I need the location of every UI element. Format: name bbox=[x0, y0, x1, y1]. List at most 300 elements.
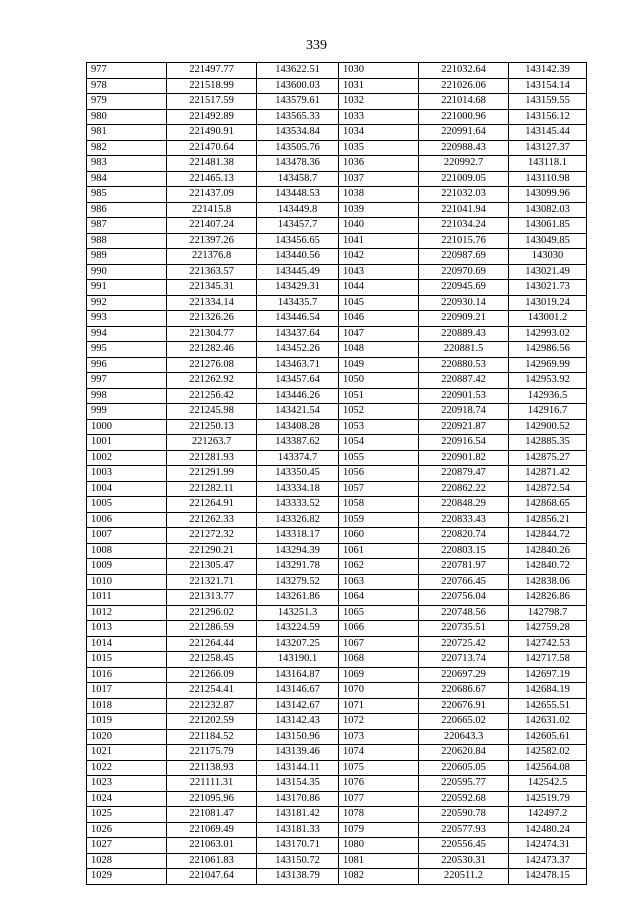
point-number-cell: 1055 bbox=[339, 450, 419, 466]
x-coordinate-cell: 221032.03 bbox=[419, 187, 509, 203]
table-row bbox=[87, 311, 587, 327]
point-number-cell: 1041 bbox=[339, 233, 419, 249]
x-coordinate-cell: 221334.14 bbox=[167, 295, 257, 311]
table-row bbox=[87, 621, 587, 637]
y-coordinate-cell: 143326.82 bbox=[257, 512, 339, 528]
point-number-cell: 987 bbox=[87, 218, 167, 234]
point-number-cell: 1023 bbox=[87, 776, 167, 792]
x-coordinate-cell: 221250.13 bbox=[167, 419, 257, 435]
point-number-cell: 1004 bbox=[87, 481, 167, 497]
x-coordinate-cell: 221026.06 bbox=[419, 78, 509, 94]
y-coordinate-cell: 142478.15 bbox=[509, 869, 587, 885]
x-coordinate-cell: 220901.82 bbox=[419, 450, 509, 466]
y-coordinate-cell: 142473.37 bbox=[509, 853, 587, 869]
point-number-cell: 1034 bbox=[339, 125, 419, 141]
y-coordinate-cell: 143164.87 bbox=[257, 667, 339, 683]
point-number-cell: 999 bbox=[87, 404, 167, 420]
point-number-cell: 1072 bbox=[339, 714, 419, 730]
x-coordinate-cell: 220833.43 bbox=[419, 512, 509, 528]
y-coordinate-cell: 142759.28 bbox=[509, 621, 587, 637]
y-coordinate-cell: 142542.5 bbox=[509, 776, 587, 792]
point-number-cell: 977 bbox=[87, 63, 167, 79]
point-number-cell: 1028 bbox=[87, 853, 167, 869]
y-coordinate-cell: 143061.85 bbox=[509, 218, 587, 234]
y-coordinate-cell: 143318.17 bbox=[257, 528, 339, 544]
point-number-cell: 1019 bbox=[87, 714, 167, 730]
y-coordinate-cell: 142697.19 bbox=[509, 667, 587, 683]
page-number: 339 bbox=[306, 38, 327, 53]
y-coordinate-cell: 142936.5 bbox=[509, 388, 587, 404]
y-coordinate-cell: 142519.79 bbox=[509, 791, 587, 807]
y-coordinate-cell: 143374.7 bbox=[257, 450, 339, 466]
x-coordinate-cell: 220991.64 bbox=[419, 125, 509, 141]
x-coordinate-cell: 220879.47 bbox=[419, 466, 509, 482]
x-coordinate-cell: 221313.77 bbox=[167, 590, 257, 606]
point-number-cell: 990 bbox=[87, 264, 167, 280]
x-coordinate-cell: 221470.64 bbox=[167, 140, 257, 156]
y-coordinate-cell: 143446.26 bbox=[257, 388, 339, 404]
y-coordinate-cell: 143021.73 bbox=[509, 280, 587, 296]
x-coordinate-cell: 221258.45 bbox=[167, 652, 257, 668]
x-coordinate-cell: 220590.78 bbox=[419, 807, 509, 823]
x-coordinate-cell: 220735.51 bbox=[419, 621, 509, 637]
x-coordinate-cell: 221069.49 bbox=[167, 822, 257, 838]
x-coordinate-cell: 220921.87 bbox=[419, 419, 509, 435]
x-coordinate-cell: 221481.38 bbox=[167, 156, 257, 172]
y-coordinate-cell: 143154.35 bbox=[257, 776, 339, 792]
x-coordinate-cell: 220930.14 bbox=[419, 295, 509, 311]
table-row bbox=[87, 807, 587, 823]
x-coordinate-cell: 220889.43 bbox=[419, 326, 509, 342]
y-coordinate-cell: 143146.67 bbox=[257, 683, 339, 699]
x-coordinate-cell: 221184.52 bbox=[167, 729, 257, 745]
point-number-cell: 1037 bbox=[339, 171, 419, 187]
y-coordinate-cell: 142916.7 bbox=[509, 404, 587, 420]
table-row bbox=[87, 419, 587, 435]
point-number-cell: 1006 bbox=[87, 512, 167, 528]
point-number-cell: 1016 bbox=[87, 667, 167, 683]
x-coordinate-cell: 221304.77 bbox=[167, 326, 257, 342]
table-row bbox=[87, 838, 587, 854]
x-coordinate-cell: 220862.22 bbox=[419, 481, 509, 497]
x-coordinate-cell: 221321.71 bbox=[167, 574, 257, 590]
x-coordinate-cell: 221326.26 bbox=[167, 311, 257, 327]
point-number-cell: 1014 bbox=[87, 636, 167, 652]
y-coordinate-cell: 143110.98 bbox=[509, 171, 587, 187]
point-number-cell: 1029 bbox=[87, 869, 167, 885]
y-coordinate-cell: 143181.33 bbox=[257, 822, 339, 838]
x-coordinate-cell: 221415.8 bbox=[167, 202, 257, 218]
y-coordinate-cell: 143448.53 bbox=[257, 187, 339, 203]
point-number-cell: 988 bbox=[87, 233, 167, 249]
y-coordinate-cell: 142840.72 bbox=[509, 559, 587, 575]
y-coordinate-cell: 143138.79 bbox=[257, 869, 339, 885]
point-number-cell: 1002 bbox=[87, 450, 167, 466]
x-coordinate-cell: 220530.31 bbox=[419, 853, 509, 869]
table-row bbox=[87, 481, 587, 497]
x-coordinate-cell: 220748.56 bbox=[419, 605, 509, 621]
y-coordinate-cell: 143145.44 bbox=[509, 125, 587, 141]
point-number-cell: 1048 bbox=[339, 342, 419, 358]
y-coordinate-cell: 142844.72 bbox=[509, 528, 587, 544]
x-coordinate-cell: 221490.91 bbox=[167, 125, 257, 141]
point-number-cell: 1012 bbox=[87, 605, 167, 621]
x-coordinate-cell: 221263.7 bbox=[167, 435, 257, 451]
table-row bbox=[87, 202, 587, 218]
x-coordinate-cell: 220511.2 bbox=[419, 869, 509, 885]
x-coordinate-cell: 220697.29 bbox=[419, 667, 509, 683]
x-coordinate-cell: 220605.05 bbox=[419, 760, 509, 776]
table-row bbox=[87, 543, 587, 559]
x-coordinate-cell: 221497.77 bbox=[167, 63, 257, 79]
point-number-cell: 1057 bbox=[339, 481, 419, 497]
x-coordinate-cell: 221305.47 bbox=[167, 559, 257, 575]
x-coordinate-cell: 221290.21 bbox=[167, 543, 257, 559]
point-number-cell: 1031 bbox=[339, 78, 419, 94]
y-coordinate-cell: 142605.61 bbox=[509, 729, 587, 745]
point-number-cell: 1036 bbox=[339, 156, 419, 172]
point-number-cell: 997 bbox=[87, 373, 167, 389]
y-coordinate-cell: 142868.65 bbox=[509, 497, 587, 513]
point-number-cell: 995 bbox=[87, 342, 167, 358]
y-coordinate-cell: 143082.03 bbox=[509, 202, 587, 218]
y-coordinate-cell: 143190.1 bbox=[257, 652, 339, 668]
table-row bbox=[87, 590, 587, 606]
point-number-cell: 1020 bbox=[87, 729, 167, 745]
table-row bbox=[87, 714, 587, 730]
y-coordinate-cell: 142875.27 bbox=[509, 450, 587, 466]
y-coordinate-cell: 143118.1 bbox=[509, 156, 587, 172]
table-row bbox=[87, 404, 587, 420]
point-number-cell: 1078 bbox=[339, 807, 419, 823]
y-coordinate-cell: 142840.26 bbox=[509, 543, 587, 559]
x-coordinate-cell: 221111.31 bbox=[167, 776, 257, 792]
y-coordinate-cell: 142497.2 bbox=[509, 807, 587, 823]
point-number-cell: 994 bbox=[87, 326, 167, 342]
x-coordinate-cell: 220676.91 bbox=[419, 698, 509, 714]
y-coordinate-cell: 142838.06 bbox=[509, 574, 587, 590]
point-number-cell: 1027 bbox=[87, 838, 167, 854]
table-row bbox=[87, 853, 587, 869]
y-coordinate-cell: 143001.2 bbox=[509, 311, 587, 327]
y-coordinate-cell: 143099.96 bbox=[509, 187, 587, 203]
point-number-cell: 1067 bbox=[339, 636, 419, 652]
y-coordinate-cell: 143021.49 bbox=[509, 264, 587, 280]
x-coordinate-cell: 220620.84 bbox=[419, 745, 509, 761]
point-number-cell: 1052 bbox=[339, 404, 419, 420]
table-row bbox=[87, 171, 587, 187]
point-number-cell: 1025 bbox=[87, 807, 167, 823]
y-coordinate-cell: 143579.61 bbox=[257, 94, 339, 110]
y-coordinate-cell: 143534.84 bbox=[257, 125, 339, 141]
point-number-cell: 1054 bbox=[339, 435, 419, 451]
table-row bbox=[87, 435, 587, 451]
table-row bbox=[87, 373, 587, 389]
point-number-cell: 1039 bbox=[339, 202, 419, 218]
y-coordinate-cell: 143440.56 bbox=[257, 249, 339, 265]
x-coordinate-cell: 220592.68 bbox=[419, 791, 509, 807]
x-coordinate-cell: 221061.83 bbox=[167, 853, 257, 869]
table-row bbox=[87, 466, 587, 482]
point-number-cell: 1000 bbox=[87, 419, 167, 435]
y-coordinate-cell: 143463.71 bbox=[257, 357, 339, 373]
table-row bbox=[87, 249, 587, 265]
table-row bbox=[87, 776, 587, 792]
table-row bbox=[87, 729, 587, 745]
x-coordinate-cell: 221266.09 bbox=[167, 667, 257, 683]
y-coordinate-cell: 142631.02 bbox=[509, 714, 587, 730]
y-coordinate-cell: 143207.25 bbox=[257, 636, 339, 652]
y-coordinate-cell: 142742.53 bbox=[509, 636, 587, 652]
y-coordinate-cell: 143291.78 bbox=[257, 559, 339, 575]
point-number-cell: 1076 bbox=[339, 776, 419, 792]
point-number-cell: 989 bbox=[87, 249, 167, 265]
point-number-cell: 1030 bbox=[339, 63, 419, 79]
y-coordinate-cell: 143251.3 bbox=[257, 605, 339, 621]
y-coordinate-cell: 143437.64 bbox=[257, 326, 339, 342]
x-coordinate-cell: 221465.13 bbox=[167, 171, 257, 187]
x-coordinate-cell: 221518.99 bbox=[167, 78, 257, 94]
point-number-cell: 979 bbox=[87, 94, 167, 110]
x-coordinate-cell: 221281.93 bbox=[167, 450, 257, 466]
point-number-cell: 1050 bbox=[339, 373, 419, 389]
table-row bbox=[87, 140, 587, 156]
point-number-cell: 1008 bbox=[87, 543, 167, 559]
y-coordinate-cell: 143144.11 bbox=[257, 760, 339, 776]
point-number-cell: 1010 bbox=[87, 574, 167, 590]
x-coordinate-cell: 220970.69 bbox=[419, 264, 509, 280]
table-row bbox=[87, 63, 587, 79]
y-coordinate-cell: 143142.39 bbox=[509, 63, 587, 79]
point-number-cell: 1009 bbox=[87, 559, 167, 575]
y-coordinate-cell: 143387.62 bbox=[257, 435, 339, 451]
x-coordinate-cell: 221517.59 bbox=[167, 94, 257, 110]
x-coordinate-cell: 221296.02 bbox=[167, 605, 257, 621]
table-row bbox=[87, 156, 587, 172]
point-number-cell: 1040 bbox=[339, 218, 419, 234]
table-row bbox=[87, 760, 587, 776]
y-coordinate-cell: 143181.42 bbox=[257, 807, 339, 823]
point-number-cell: 1015 bbox=[87, 652, 167, 668]
table-row bbox=[87, 94, 587, 110]
table-row bbox=[87, 574, 587, 590]
point-number-cell: 996 bbox=[87, 357, 167, 373]
table-row bbox=[87, 388, 587, 404]
point-number-cell: 986 bbox=[87, 202, 167, 218]
point-number-cell: 1065 bbox=[339, 605, 419, 621]
x-coordinate-cell: 220988.43 bbox=[419, 140, 509, 156]
y-coordinate-cell: 143127.37 bbox=[509, 140, 587, 156]
x-coordinate-cell: 220725.42 bbox=[419, 636, 509, 652]
point-number-cell: 992 bbox=[87, 295, 167, 311]
x-coordinate-cell: 221492.89 bbox=[167, 109, 257, 125]
x-coordinate-cell: 220766.45 bbox=[419, 574, 509, 590]
point-number-cell: 1018 bbox=[87, 698, 167, 714]
y-coordinate-cell: 143565.33 bbox=[257, 109, 339, 125]
x-coordinate-cell: 221014.68 bbox=[419, 94, 509, 110]
y-coordinate-cell: 143156.12 bbox=[509, 109, 587, 125]
point-number-cell: 1042 bbox=[339, 249, 419, 265]
y-coordinate-cell: 143456.65 bbox=[257, 233, 339, 249]
x-coordinate-cell: 220686.67 bbox=[419, 683, 509, 699]
y-coordinate-cell: 143139.46 bbox=[257, 745, 339, 761]
point-number-cell: 1068 bbox=[339, 652, 419, 668]
x-coordinate-cell: 220880.53 bbox=[419, 357, 509, 373]
point-number-cell: 1044 bbox=[339, 280, 419, 296]
y-coordinate-cell: 142826.86 bbox=[509, 590, 587, 606]
x-coordinate-cell: 220887.42 bbox=[419, 373, 509, 389]
y-coordinate-cell: 143170.86 bbox=[257, 791, 339, 807]
y-coordinate-cell: 143505.76 bbox=[257, 140, 339, 156]
x-coordinate-cell: 221276.08 bbox=[167, 357, 257, 373]
y-coordinate-cell: 143159.55 bbox=[509, 94, 587, 110]
point-number-cell: 982 bbox=[87, 140, 167, 156]
table-row bbox=[87, 295, 587, 311]
y-coordinate-cell: 143408.28 bbox=[257, 419, 339, 435]
point-number-cell: 1043 bbox=[339, 264, 419, 280]
point-number-cell: 1064 bbox=[339, 590, 419, 606]
point-number-cell: 1022 bbox=[87, 760, 167, 776]
coordinates-table-body bbox=[87, 63, 587, 885]
table-row bbox=[87, 218, 587, 234]
point-number-cell: 1011 bbox=[87, 590, 167, 606]
point-number-cell: 1013 bbox=[87, 621, 167, 637]
x-coordinate-cell: 221272.32 bbox=[167, 528, 257, 544]
point-number-cell: 991 bbox=[87, 280, 167, 296]
table-row bbox=[87, 326, 587, 342]
y-coordinate-cell: 143446.54 bbox=[257, 311, 339, 327]
point-number-cell: 1021 bbox=[87, 745, 167, 761]
table-row bbox=[87, 233, 587, 249]
x-coordinate-cell: 221138.93 bbox=[167, 760, 257, 776]
x-coordinate-cell: 221047.64 bbox=[167, 869, 257, 885]
y-coordinate-cell: 143350.45 bbox=[257, 466, 339, 482]
y-coordinate-cell: 142480.24 bbox=[509, 822, 587, 838]
x-coordinate-cell: 221041.94 bbox=[419, 202, 509, 218]
x-coordinate-cell: 221015.76 bbox=[419, 233, 509, 249]
y-coordinate-cell: 143458.7 bbox=[257, 171, 339, 187]
x-coordinate-cell: 221363.57 bbox=[167, 264, 257, 280]
y-coordinate-cell: 142953.92 bbox=[509, 373, 587, 389]
y-coordinate-cell: 143452.26 bbox=[257, 342, 339, 358]
x-coordinate-cell: 221175.79 bbox=[167, 745, 257, 761]
table-row bbox=[87, 683, 587, 699]
point-number-cell: 1051 bbox=[339, 388, 419, 404]
point-number-cell: 993 bbox=[87, 311, 167, 327]
point-number-cell: 1071 bbox=[339, 698, 419, 714]
x-coordinate-cell: 220756.04 bbox=[419, 590, 509, 606]
y-coordinate-cell: 142684.19 bbox=[509, 683, 587, 699]
table-row bbox=[87, 125, 587, 141]
x-coordinate-cell: 220848.29 bbox=[419, 497, 509, 513]
point-number-cell: 1001 bbox=[87, 435, 167, 451]
y-coordinate-cell: 143435.7 bbox=[257, 295, 339, 311]
x-coordinate-cell: 220987.69 bbox=[419, 249, 509, 265]
point-number-cell: 1069 bbox=[339, 667, 419, 683]
point-number-cell: 1056 bbox=[339, 466, 419, 482]
point-number-cell: 1007 bbox=[87, 528, 167, 544]
y-coordinate-cell: 143457.64 bbox=[257, 373, 339, 389]
x-coordinate-cell: 221264.44 bbox=[167, 636, 257, 652]
table-row bbox=[87, 78, 587, 94]
point-number-cell: 1026 bbox=[87, 822, 167, 838]
point-number-cell: 1079 bbox=[339, 822, 419, 838]
table-row bbox=[87, 528, 587, 544]
x-coordinate-cell: 221291.99 bbox=[167, 466, 257, 482]
y-coordinate-cell: 143150.72 bbox=[257, 853, 339, 869]
x-coordinate-cell: 221254.41 bbox=[167, 683, 257, 699]
x-coordinate-cell: 221000.96 bbox=[419, 109, 509, 125]
y-coordinate-cell: 142717.58 bbox=[509, 652, 587, 668]
x-coordinate-cell: 221032.64 bbox=[419, 63, 509, 79]
table-row bbox=[87, 791, 587, 807]
point-number-cell: 1062 bbox=[339, 559, 419, 575]
table-row bbox=[87, 187, 587, 203]
point-number-cell: 1063 bbox=[339, 574, 419, 590]
y-coordinate-cell: 143154.14 bbox=[509, 78, 587, 94]
x-coordinate-cell: 221262.92 bbox=[167, 373, 257, 389]
x-coordinate-cell: 221256.42 bbox=[167, 388, 257, 404]
point-number-cell: 1053 bbox=[339, 419, 419, 435]
y-coordinate-cell: 143261.86 bbox=[257, 590, 339, 606]
point-number-cell: 1077 bbox=[339, 791, 419, 807]
y-coordinate-cell: 143421.54 bbox=[257, 404, 339, 420]
x-coordinate-cell: 220901.53 bbox=[419, 388, 509, 404]
x-coordinate-cell: 221232.87 bbox=[167, 698, 257, 714]
point-number-cell: 1080 bbox=[339, 838, 419, 854]
y-coordinate-cell: 143170.71 bbox=[257, 838, 339, 854]
x-coordinate-cell: 221063.01 bbox=[167, 838, 257, 854]
x-coordinate-cell: 221202.59 bbox=[167, 714, 257, 730]
y-coordinate-cell: 143279.52 bbox=[257, 574, 339, 590]
point-number-cell: 984 bbox=[87, 171, 167, 187]
x-coordinate-cell: 220918.74 bbox=[419, 404, 509, 420]
point-number-cell: 1061 bbox=[339, 543, 419, 559]
point-number-cell: 1035 bbox=[339, 140, 419, 156]
y-coordinate-cell: 142582.02 bbox=[509, 745, 587, 761]
y-coordinate-cell: 143142.43 bbox=[257, 714, 339, 730]
y-coordinate-cell: 143294.39 bbox=[257, 543, 339, 559]
point-number-cell: 1047 bbox=[339, 326, 419, 342]
x-coordinate-cell: 220881.5 bbox=[419, 342, 509, 358]
x-coordinate-cell: 220945.69 bbox=[419, 280, 509, 296]
point-number-cell: 1059 bbox=[339, 512, 419, 528]
point-number-cell: 1060 bbox=[339, 528, 419, 544]
point-number-cell: 1003 bbox=[87, 466, 167, 482]
y-coordinate-cell: 142474.31 bbox=[509, 838, 587, 854]
point-number-cell: 983 bbox=[87, 156, 167, 172]
y-coordinate-cell: 143019.24 bbox=[509, 295, 587, 311]
y-coordinate-cell: 143333.52 bbox=[257, 497, 339, 513]
point-number-cell: 1074 bbox=[339, 745, 419, 761]
point-number-cell: 1075 bbox=[339, 760, 419, 776]
x-coordinate-cell: 220665.02 bbox=[419, 714, 509, 730]
table-row bbox=[87, 450, 587, 466]
x-coordinate-cell: 221095.96 bbox=[167, 791, 257, 807]
x-coordinate-cell: 221397.26 bbox=[167, 233, 257, 249]
y-coordinate-cell: 142885.35 bbox=[509, 435, 587, 451]
y-coordinate-cell: 142564.08 bbox=[509, 760, 587, 776]
y-coordinate-cell: 143600.03 bbox=[257, 78, 339, 94]
x-coordinate-cell: 221262.33 bbox=[167, 512, 257, 528]
point-number-cell: 981 bbox=[87, 125, 167, 141]
table-row bbox=[87, 497, 587, 513]
x-coordinate-cell: 220992.7 bbox=[419, 156, 509, 172]
y-coordinate-cell: 143224.59 bbox=[257, 621, 339, 637]
y-coordinate-cell: 142798.7 bbox=[509, 605, 587, 621]
point-number-cell: 978 bbox=[87, 78, 167, 94]
x-coordinate-cell: 221286.59 bbox=[167, 621, 257, 637]
